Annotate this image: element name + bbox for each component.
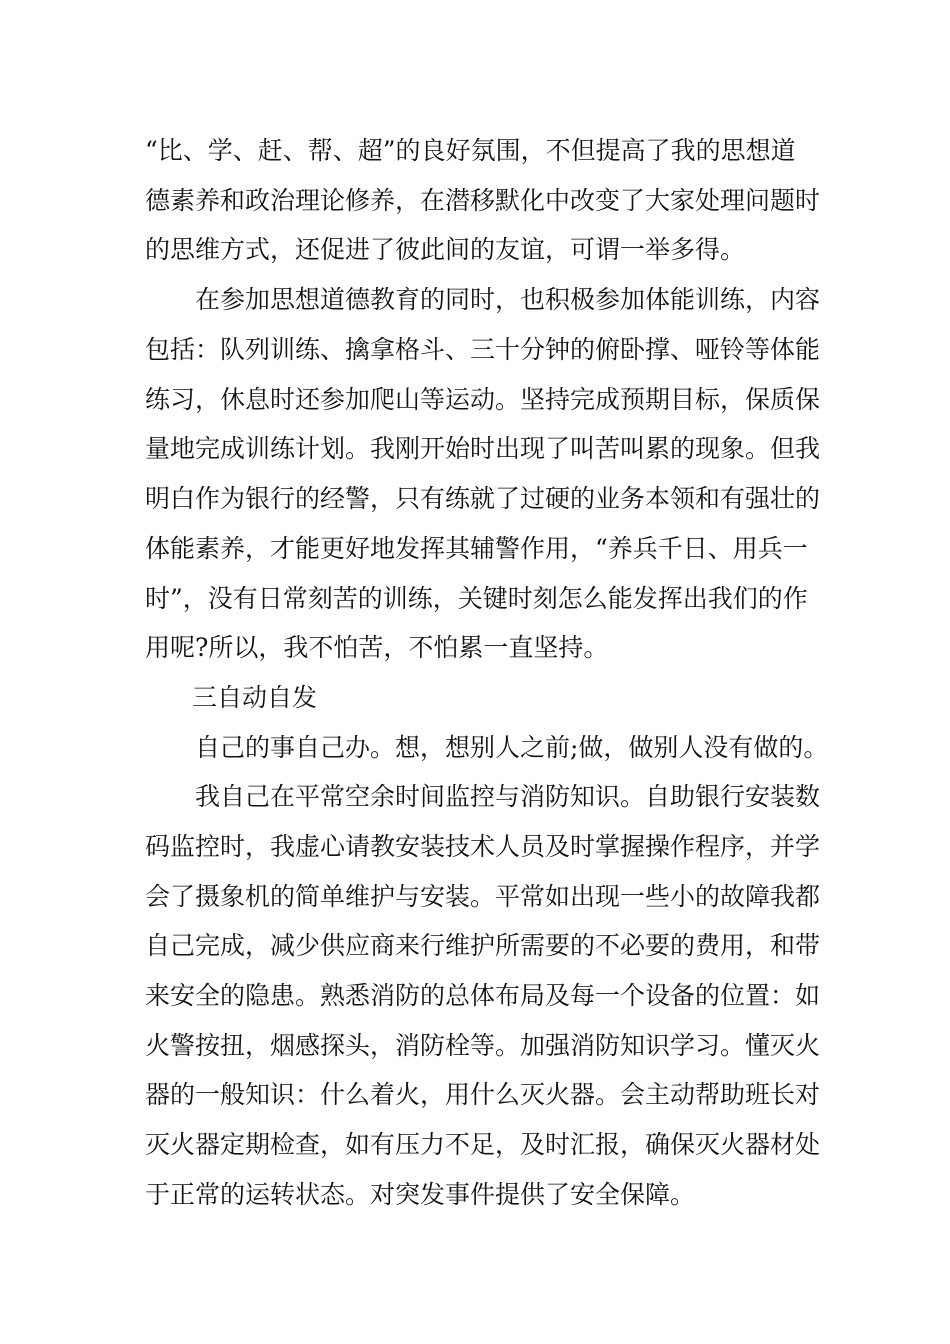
text-line: 自己完成，减少供应商来行维护所需要的不必要的费用，和带 (145, 931, 821, 960)
text-line: 时”，没有日常刻苦的训练，关键时刻怎么能发挥出我们的作 (145, 584, 808, 613)
text-line: 码监控时，我虚心请教安装技术人员及时掌握操作程序，并学 (145, 832, 821, 861)
text-line: 火警按扭，烟感探头，消防栓等。加强消防知识学习。懂灭火 (145, 1031, 821, 1060)
paragraph-first-line: 自己的事自己办。想，想别人之前;做，做别人没有做的。 (195, 733, 829, 762)
text-line: 练习，休息时还参加爬山等运动。坚持完成预期目标，保质保 (145, 385, 821, 414)
paragraph-first-line: 在参加思想道德教育的同时，也积极参加体能训练，内容 (195, 285, 821, 314)
text-line: “比、学、赶、帮、超”的良好氛围，不但提高了我的思想道 (145, 136, 796, 165)
text-line: 量地完成训练计划。我刚开始时出现了叫苦叫累的现象。但我 (145, 434, 821, 463)
text-line: 体能素养，才能更好地发挥其辅警作用，“养兵千日、用兵一 (145, 534, 808, 563)
text-line: 会了摄象机的简单维护与安装。平常如出现一些小的故障我都 (145, 882, 821, 911)
text-line: 来安全的隐患。熟悉消防的总体布局及每一个设备的位置：如 (145, 981, 821, 1010)
text-line: 于正常的运转状态。对突发事件提供了安全保障。 (145, 1180, 696, 1209)
text-line: 器的一般知识：什么着火，用什么灭火器。会主动帮助班长对 (145, 1080, 821, 1109)
text-line: 用呢?所以，我不怕苦，不怕累一直坚持。 (145, 633, 609, 662)
text-line: 的思维方式，还促进了彼此间的友谊，可谓一举多得。 (145, 235, 746, 264)
text-line: 包括：队列训练、擒拿格斗、三十分钟的俯卧撑、哑铃等体能 (145, 335, 821, 364)
text-line: 明白作为银行的经警，只有练就了过硬的业务本领和有强壮的 (145, 484, 821, 513)
text-line: 德素养和政治理论修养，在潜移默化中改变了大家处理问题时 (145, 186, 821, 215)
paragraph-first-line: 我自己在平常空余时间监控与消防知识。自助银行安装数 (195, 782, 821, 811)
section-heading: 三自动自发 (192, 683, 318, 712)
text-line: 灭火器定期检查，如有压力不足，及时汇报，确保灭火器材处 (145, 1130, 821, 1159)
